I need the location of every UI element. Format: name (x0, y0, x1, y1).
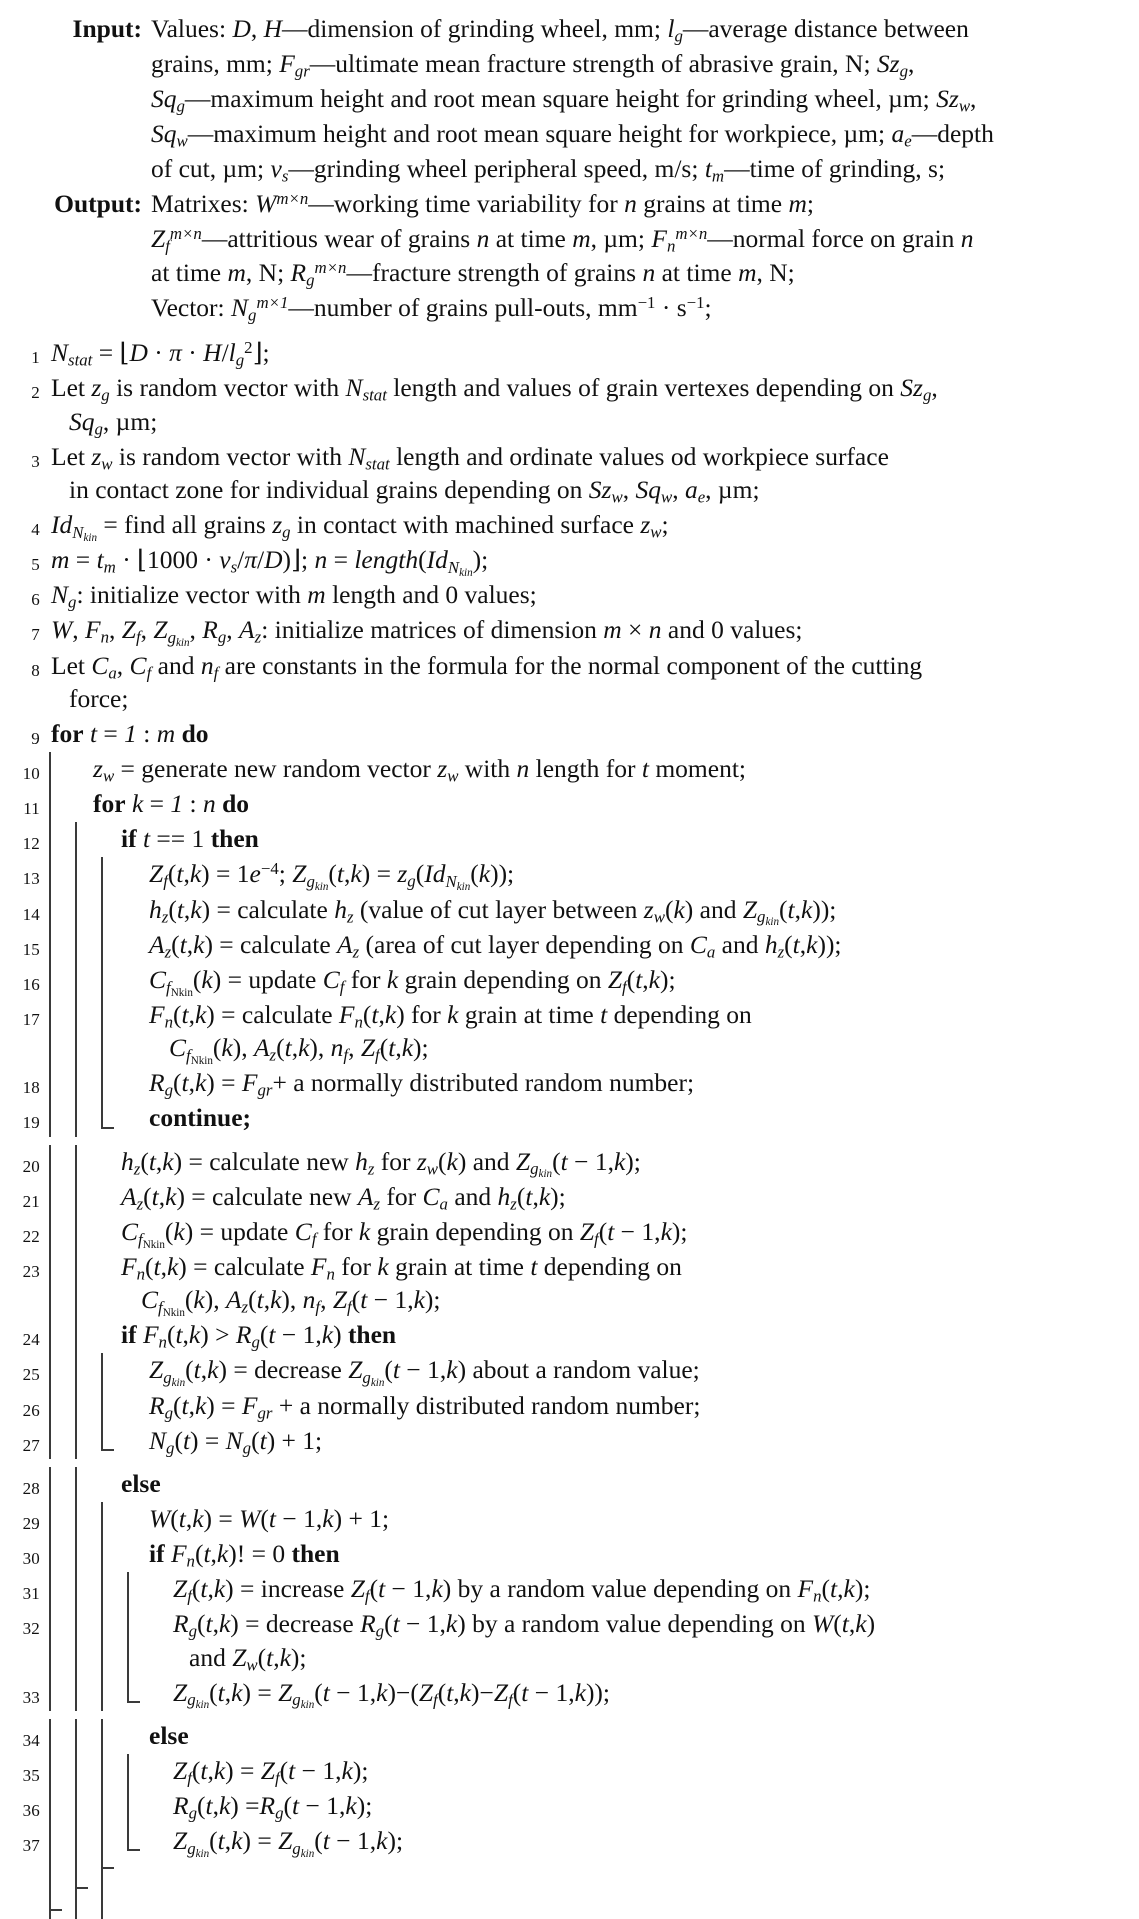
line-content: if $F_n(t,k) > R_g(t - 1,k)$ then (121, 1320, 397, 1352)
indent-bar (47, 1101, 73, 1136)
algorithm-line (0, 822, 1139, 857)
algorithm-body (0, 336, 1139, 1919)
line-content: $R_g(t,k) = F_{gr} + a$ normally distributed random number; (149, 1390, 701, 1423)
line-number: 19 (22, 1113, 40, 1133)
algorithm-line (0, 717, 1139, 752)
algorithm-line (0, 1389, 1139, 1424)
indent-bar-end-middle (73, 1859, 99, 1919)
algorithm-line (0, 440, 1139, 508)
line-content: $C_{f_{Nkin}}(k)$ = update $C_f$ for k grain depending on $Z_f(t,k)$; (149, 964, 676, 999)
indent-bar (47, 1389, 73, 1424)
line-number: 14 (22, 904, 40, 924)
indent-bar (47, 1607, 73, 1675)
line-content: continue; (149, 1103, 251, 1133)
algorithm-line (0, 857, 1139, 892)
algorithm-line (0, 543, 1139, 578)
indent-bar (73, 1424, 99, 1459)
line-content: $Z_{g_{kin}}(t,k) = Z_{g_{kin}}(t - 1,k)$; (173, 1826, 404, 1861)
indent-bar (73, 1066, 99, 1101)
indent-guides (47, 1353, 125, 1388)
algorithm-line (0, 1676, 1139, 1711)
algorithm-line (0, 998, 1139, 1066)
line-number: 35 (22, 1765, 40, 1785)
algorithm-line (0, 787, 1139, 822)
algorithm-line (0, 1572, 1139, 1607)
output-line-2: $Z_f^{m\times n}—attritious$ wear of grains n at time m, µm; $F_n^{m\times n}—normal$ force on grain n (151, 223, 974, 256)
indent-guides (47, 1719, 125, 1754)
indent-guides (47, 1502, 125, 1537)
indent-bar (73, 1502, 99, 1537)
indent-bar (99, 1754, 125, 1789)
line-number: 6 (31, 590, 40, 610)
indent-bar (99, 1389, 125, 1424)
output-body (151, 187, 1121, 327)
output-line-4: Vector: $N_g^{m\times 1}—number$ of grains pull-outs, $mm^{-1} \cdot s^{-1}$; (151, 293, 712, 326)
line-number: 22 (22, 1226, 40, 1246)
indent-bar (47, 928, 73, 963)
indent-bar (99, 1824, 125, 1859)
algorithm-line (0, 508, 1139, 543)
line-content: if $F_n(t,k)$! = 0 then (149, 1539, 340, 1571)
indent-bar (73, 1180, 99, 1215)
indent-bar-end (125, 1676, 151, 1711)
line-number: 31 (22, 1584, 40, 1604)
line-number: 27 (22, 1435, 40, 1455)
line-content: else (149, 1720, 189, 1750)
line-number: 20 (22, 1156, 40, 1176)
indent-bar-end (125, 1824, 151, 1859)
line-content: W(t,k) = W(t − 1,k) + 1; (149, 1503, 390, 1533)
indent-bar (47, 1424, 73, 1459)
line-number: 25 (22, 1365, 40, 1385)
indent-bar (47, 963, 73, 998)
line-content: $F_n(t,k)$ = calculate $F_n$ for k grain at time t depending on $C_{f_{Nkin}}(k)$, $A_z(t,k)$, $n_f$, $Z_f(t - 1,k)$; (121, 1251, 682, 1319)
indent-bar (47, 1537, 73, 1572)
algorithm-line (0, 893, 1139, 928)
indent-bar (47, 1467, 73, 1502)
indent-guides (47, 1145, 99, 1180)
indent-bar (73, 1789, 99, 1824)
indent-bar (99, 1537, 125, 1572)
indent-bar (73, 1101, 99, 1136)
indent-bar (47, 1754, 73, 1789)
indent-bar (73, 1467, 99, 1502)
indent-bar (47, 1318, 73, 1353)
line-content (125, 1859, 1139, 1861)
line-content: $Z_{g_{kin}}(t,k) = Z_{g_{kin}}(t - 1,k)-(Z_f(t,k)-Z_f(t - 1,k))$; (173, 1677, 611, 1712)
indent-bar (47, 1180, 73, 1215)
algorithm-line (0, 1537, 1139, 1572)
algorithm-block-closers (0, 1859, 1139, 1919)
indent-bar (47, 752, 73, 787)
line-number: 24 (22, 1330, 40, 1350)
line-content: $Z_f(t,k) = 1e^{-4}$; $Z_{g_{kin}}(t,k) = z_g(Id_{N_{kin}}(k))$; (149, 859, 515, 894)
indent-guides (47, 1066, 125, 1101)
indent-guides (47, 1676, 151, 1711)
line-content: Let $z_g$ is random vector with $N_{stat}$ length and values of grain vertexes depending on $Sz_g$, $Sq_g$, µm; (51, 373, 938, 439)
indent-bar (47, 1572, 73, 1607)
line-content: Let $C_a$, $C_f$ and $n_f$ are constants in the formula for the normal component of the cutting force; (51, 650, 923, 713)
algorithm-line (0, 649, 1139, 717)
algorithm-line (0, 1180, 1139, 1215)
indent-bar (47, 1502, 73, 1537)
line-content: for k = 1 : n do (93, 789, 250, 819)
output-row (20, 187, 1121, 327)
line-content: $F_n(t,k)$ = calculate $F_n(t,k)$ for k grain at time t depending on $C_{f_{Nkin}}(k)$, $A_z(t,k)$, $n_f$, $Z_f(t,k)$; (149, 999, 752, 1067)
indent-guides (47, 1537, 125, 1572)
indent-bar (47, 787, 73, 822)
indent-bar (99, 963, 125, 998)
line-number: 34 (22, 1730, 40, 1750)
indent-bar (47, 857, 73, 892)
indent-bar (125, 1754, 151, 1789)
line-number: 7 (31, 625, 40, 645)
indent-bar-end (99, 1101, 125, 1136)
input-line-1: Values: D, H—dimension of grinding wheel, mm; $l_g—average$ distance between (151, 14, 969, 46)
line-number: 16 (22, 974, 40, 994)
line-number-spacer (0, 1859, 47, 1870)
algorithm-line (0, 1607, 1139, 1675)
indent-bar (99, 998, 125, 1066)
indent-bar (73, 1389, 99, 1424)
algorithm-line (0, 336, 1139, 371)
indent-guides (47, 1467, 99, 1502)
line-content: $z_w$ = generate new random vector $z_w$ with n length for t moment; (93, 753, 747, 786)
algorithm-line (0, 1824, 1139, 1859)
line-content: $Id_{N_{kin}}$ = find all grains $z_g$ in contact with machined surface $z_w$; (51, 510, 669, 544)
indent-bar (73, 1215, 99, 1250)
algorithm-line (0, 1215, 1139, 1250)
algorithm-line (0, 1719, 1139, 1754)
line-content: $N_g(t) = N_g(t) + 1$; (149, 1425, 323, 1458)
line-content: for t = 1 : m do (51, 718, 209, 748)
indent-bar (125, 1607, 151, 1675)
input-line-5: of cut, µm; $v_s—grinding$ wheel peripheral speed, m/s; $t_m—time$ of grinding, s; (151, 153, 946, 186)
line-number: 28 (22, 1478, 40, 1498)
indent-bar (73, 1607, 99, 1675)
indent-guides (47, 1859, 125, 1919)
indent-guides (47, 1572, 151, 1607)
indent-guides (47, 1101, 125, 1136)
algorithm-line (0, 1145, 1139, 1180)
indent-bar (47, 1250, 73, 1318)
indent-bar (99, 1607, 125, 1675)
line-number: 33 (22, 1687, 40, 1707)
indent-bar (73, 963, 99, 998)
line-content: $C_{f_{Nkin}}(k)$ = update $C_f$ for k grain depending on $Z_f(t - 1,k)$; (121, 1216, 688, 1251)
line-content: $h_z(t,k)$ = calculate $h_z$ (value of cut layer between $z_w(k)$ and $Z_{g_{kin}}(t,k)$); (149, 894, 837, 929)
indent-guides (47, 752, 73, 787)
indent-bar (73, 1353, 99, 1388)
indent-guides (47, 1250, 99, 1318)
input-body (151, 12, 1121, 187)
line-number: 5 (31, 555, 40, 575)
input-row (20, 12, 1121, 187)
indent-guides (47, 1389, 125, 1424)
line-content: $A_z(t,k)$ = calculate $A_z$ (area of cut layer depending on $C_a$ and $h_z(t,k)$); (149, 929, 842, 962)
indent-bar (99, 1676, 125, 1711)
algorithm-line (0, 1789, 1139, 1824)
indent-bar (47, 1824, 73, 1859)
indent-bar (99, 1719, 125, 1754)
indent-bar (47, 1066, 73, 1101)
indent-guides (47, 1824, 151, 1859)
line-number: 1 (31, 348, 40, 368)
indent-bar (99, 1502, 125, 1537)
indent-guides (47, 893, 125, 928)
indent-bar (47, 893, 73, 928)
algorithm-line (0, 1101, 1139, 1136)
line-content: $N_g$: initialize vector with m length and 0 values; (51, 580, 537, 612)
line-content: $R_g(t,k) = F_{gr}+ a$ normally distributed random number; (149, 1068, 695, 1100)
line-number: 13 (22, 869, 40, 889)
output-line-3: at time m, N; $R_g^{m\times n}—fracture$ strength of grains n at time m, N; (151, 258, 795, 291)
indent-guides (47, 857, 125, 892)
indent-bar-end-outer (47, 1859, 73, 1919)
input-line-4: $Sq_w—maximum$ height and root mean square height for workpiece, µm; $a_e—depth$ (151, 118, 994, 151)
indent-bar (73, 1318, 99, 1353)
line-number: 26 (22, 1400, 40, 1420)
indent-bar (47, 1215, 73, 1250)
algorithm-io-header (0, 0, 1139, 326)
line-content: W, $F_n$, $Z_f$, $Z_{g_{kin}}$, $R_g$, $A_z$: initialize matrices of dimension m × n and 0 values; (51, 615, 803, 650)
indent-guides (47, 1180, 99, 1215)
line-number: 12 (22, 834, 40, 854)
indent-guides (47, 963, 125, 998)
indent-bar (73, 1537, 99, 1572)
line-content: $Z_f(t,k)$ = increase $Z_f(t - 1,k)$ by a random value depending on $F_n(t,k)$; (173, 1574, 871, 1606)
line-number: 36 (22, 1801, 40, 1821)
indent-guides (47, 1215, 99, 1250)
input-label: Input: (72, 14, 142, 43)
algorithm-line (0, 1502, 1139, 1537)
line-number: 8 (31, 660, 40, 680)
line-content: $h_z(t,k)$ = calculate new $h_z$ for $z_w(k)$ and $Z_{g_{kin}}(t - 1,k)$; (121, 1146, 641, 1181)
indent-guides (47, 1754, 151, 1789)
algorithm-line (0, 371, 1139, 439)
line-content: else (121, 1468, 161, 1498)
algorithm-line (0, 1754, 1139, 1789)
line-number: 10 (22, 763, 40, 783)
indent-bar (125, 1572, 151, 1607)
indent-guides (47, 928, 125, 963)
indent-bar-end (99, 1424, 125, 1459)
indent-bar (73, 857, 99, 892)
output-label: Output: (54, 188, 142, 218)
input-line-3: $Sq_g—maximum$ height and root mean square height for grinding wheel, µm; $Sz_w$, (151, 83, 977, 116)
indent-bar (73, 1250, 99, 1318)
output-line-1: Matrixes: $W^{m\times n}—working$ time variability for n grains at time m; (151, 188, 814, 218)
indent-guides (47, 1607, 151, 1675)
algorithm-line (0, 613, 1139, 648)
algorithm-line (0, 928, 1139, 963)
algorithm-line (0, 963, 1139, 998)
algorithm-line (0, 1250, 1139, 1318)
line-number: 15 (22, 939, 40, 959)
algorithm-line (0, 578, 1139, 613)
algorithm-line (0, 1318, 1139, 1353)
indent-bar (47, 1353, 73, 1388)
indent-bar (73, 893, 99, 928)
indent-bar (73, 1824, 99, 1859)
indent-bar (73, 1719, 99, 1754)
line-content: $R_g(t,k) =R_g(t - 1,k)$; (173, 1791, 373, 1823)
line-number: 18 (22, 1078, 40, 1098)
indent-bar (73, 928, 99, 963)
input-line-2: grains, mm; $F_{gr}—ultimate$ mean fracture strength of abrasive grain, N; $Sz_g$, (151, 48, 915, 81)
indent-bar (47, 1789, 73, 1824)
indent-guides (47, 822, 99, 857)
indent-bar (47, 998, 73, 1066)
line-number: 23 (22, 1261, 40, 1281)
indent-bar (99, 1789, 125, 1824)
indent-guides (47, 1424, 125, 1459)
indent-bar-end-inner (99, 1859, 125, 1919)
indent-bar (73, 1572, 99, 1607)
line-content: $Z_{g_{kin}}(t,k)$ = decrease $Z_{g_{kin}}(t - 1,k)$ about a random value; (149, 1355, 700, 1390)
indent-bar (99, 928, 125, 963)
line-number: 2 (31, 383, 40, 403)
line-number: 3 (31, 451, 40, 471)
algorithm-line (0, 1467, 1139, 1502)
indent-bar (73, 1145, 99, 1180)
indent-bar (73, 998, 99, 1066)
indent-guides (47, 1789, 151, 1824)
indent-guides (47, 998, 125, 1066)
line-content: $R_g(t,k)$ = decrease $R_g(t - 1,k)$ by a random value depending on W(t,k) and $Z_w(t,k)$; (173, 1609, 876, 1675)
line-number: 21 (22, 1191, 40, 1211)
line-content: $m = t_m$ · ⌊1000 · $v_s/\pi/D)⌋$; $n = length(Id_{N_{kin}})$; (51, 545, 489, 579)
line-number: 32 (22, 1619, 40, 1639)
line-number: 29 (22, 1513, 40, 1533)
line-content: Let $z_w$ is random vector with $N_{stat}$ length and ordinate values od workpiece surface in contact zone for individual grains depending on $Sz_w$, $Sq_w$, $a_e$, µm; (51, 441, 889, 507)
line-number: 11 (23, 799, 40, 819)
indent-bar (99, 893, 125, 928)
indent-bar (73, 1676, 99, 1711)
indent-bar (47, 1145, 73, 1180)
algorithm-line (0, 1353, 1139, 1388)
indent-bar (73, 1754, 99, 1789)
indent-bar (99, 1353, 125, 1388)
indent-bar (99, 1572, 125, 1607)
indent-guides (47, 1318, 99, 1353)
line-number: 30 (22, 1549, 40, 1569)
line-content: $N_{stat}$ = ⌊D · $\pi \cdot H/l_g^2⌋$; (51, 338, 270, 370)
indent-bar (73, 822, 99, 857)
indent-bar (47, 1719, 73, 1754)
indent-bar (47, 1676, 73, 1711)
indent-bar (99, 1066, 125, 1101)
line-number: 37 (22, 1836, 40, 1856)
line-content: if t == 1 then (121, 824, 259, 854)
algorithm-line (0, 1424, 1139, 1459)
algorithm-line (0, 1066, 1139, 1101)
indent-guides (47, 787, 73, 822)
indent-bar (125, 1789, 151, 1824)
indent-bar (47, 822, 73, 857)
algorithm-line (0, 752, 1139, 787)
line-content: $A_z(t,k)$ = calculate new $A_z$ for $C_a$ and $h_z(t,k)$; (121, 1181, 566, 1214)
indent-bar (99, 857, 125, 892)
line-number: 4 (31, 520, 40, 539)
line-number: 17 (22, 1009, 40, 1029)
line-number: 9 (31, 728, 40, 748)
line-content: $Z_f(t,k) = Z_f(t - 1,k)$; (173, 1755, 369, 1788)
